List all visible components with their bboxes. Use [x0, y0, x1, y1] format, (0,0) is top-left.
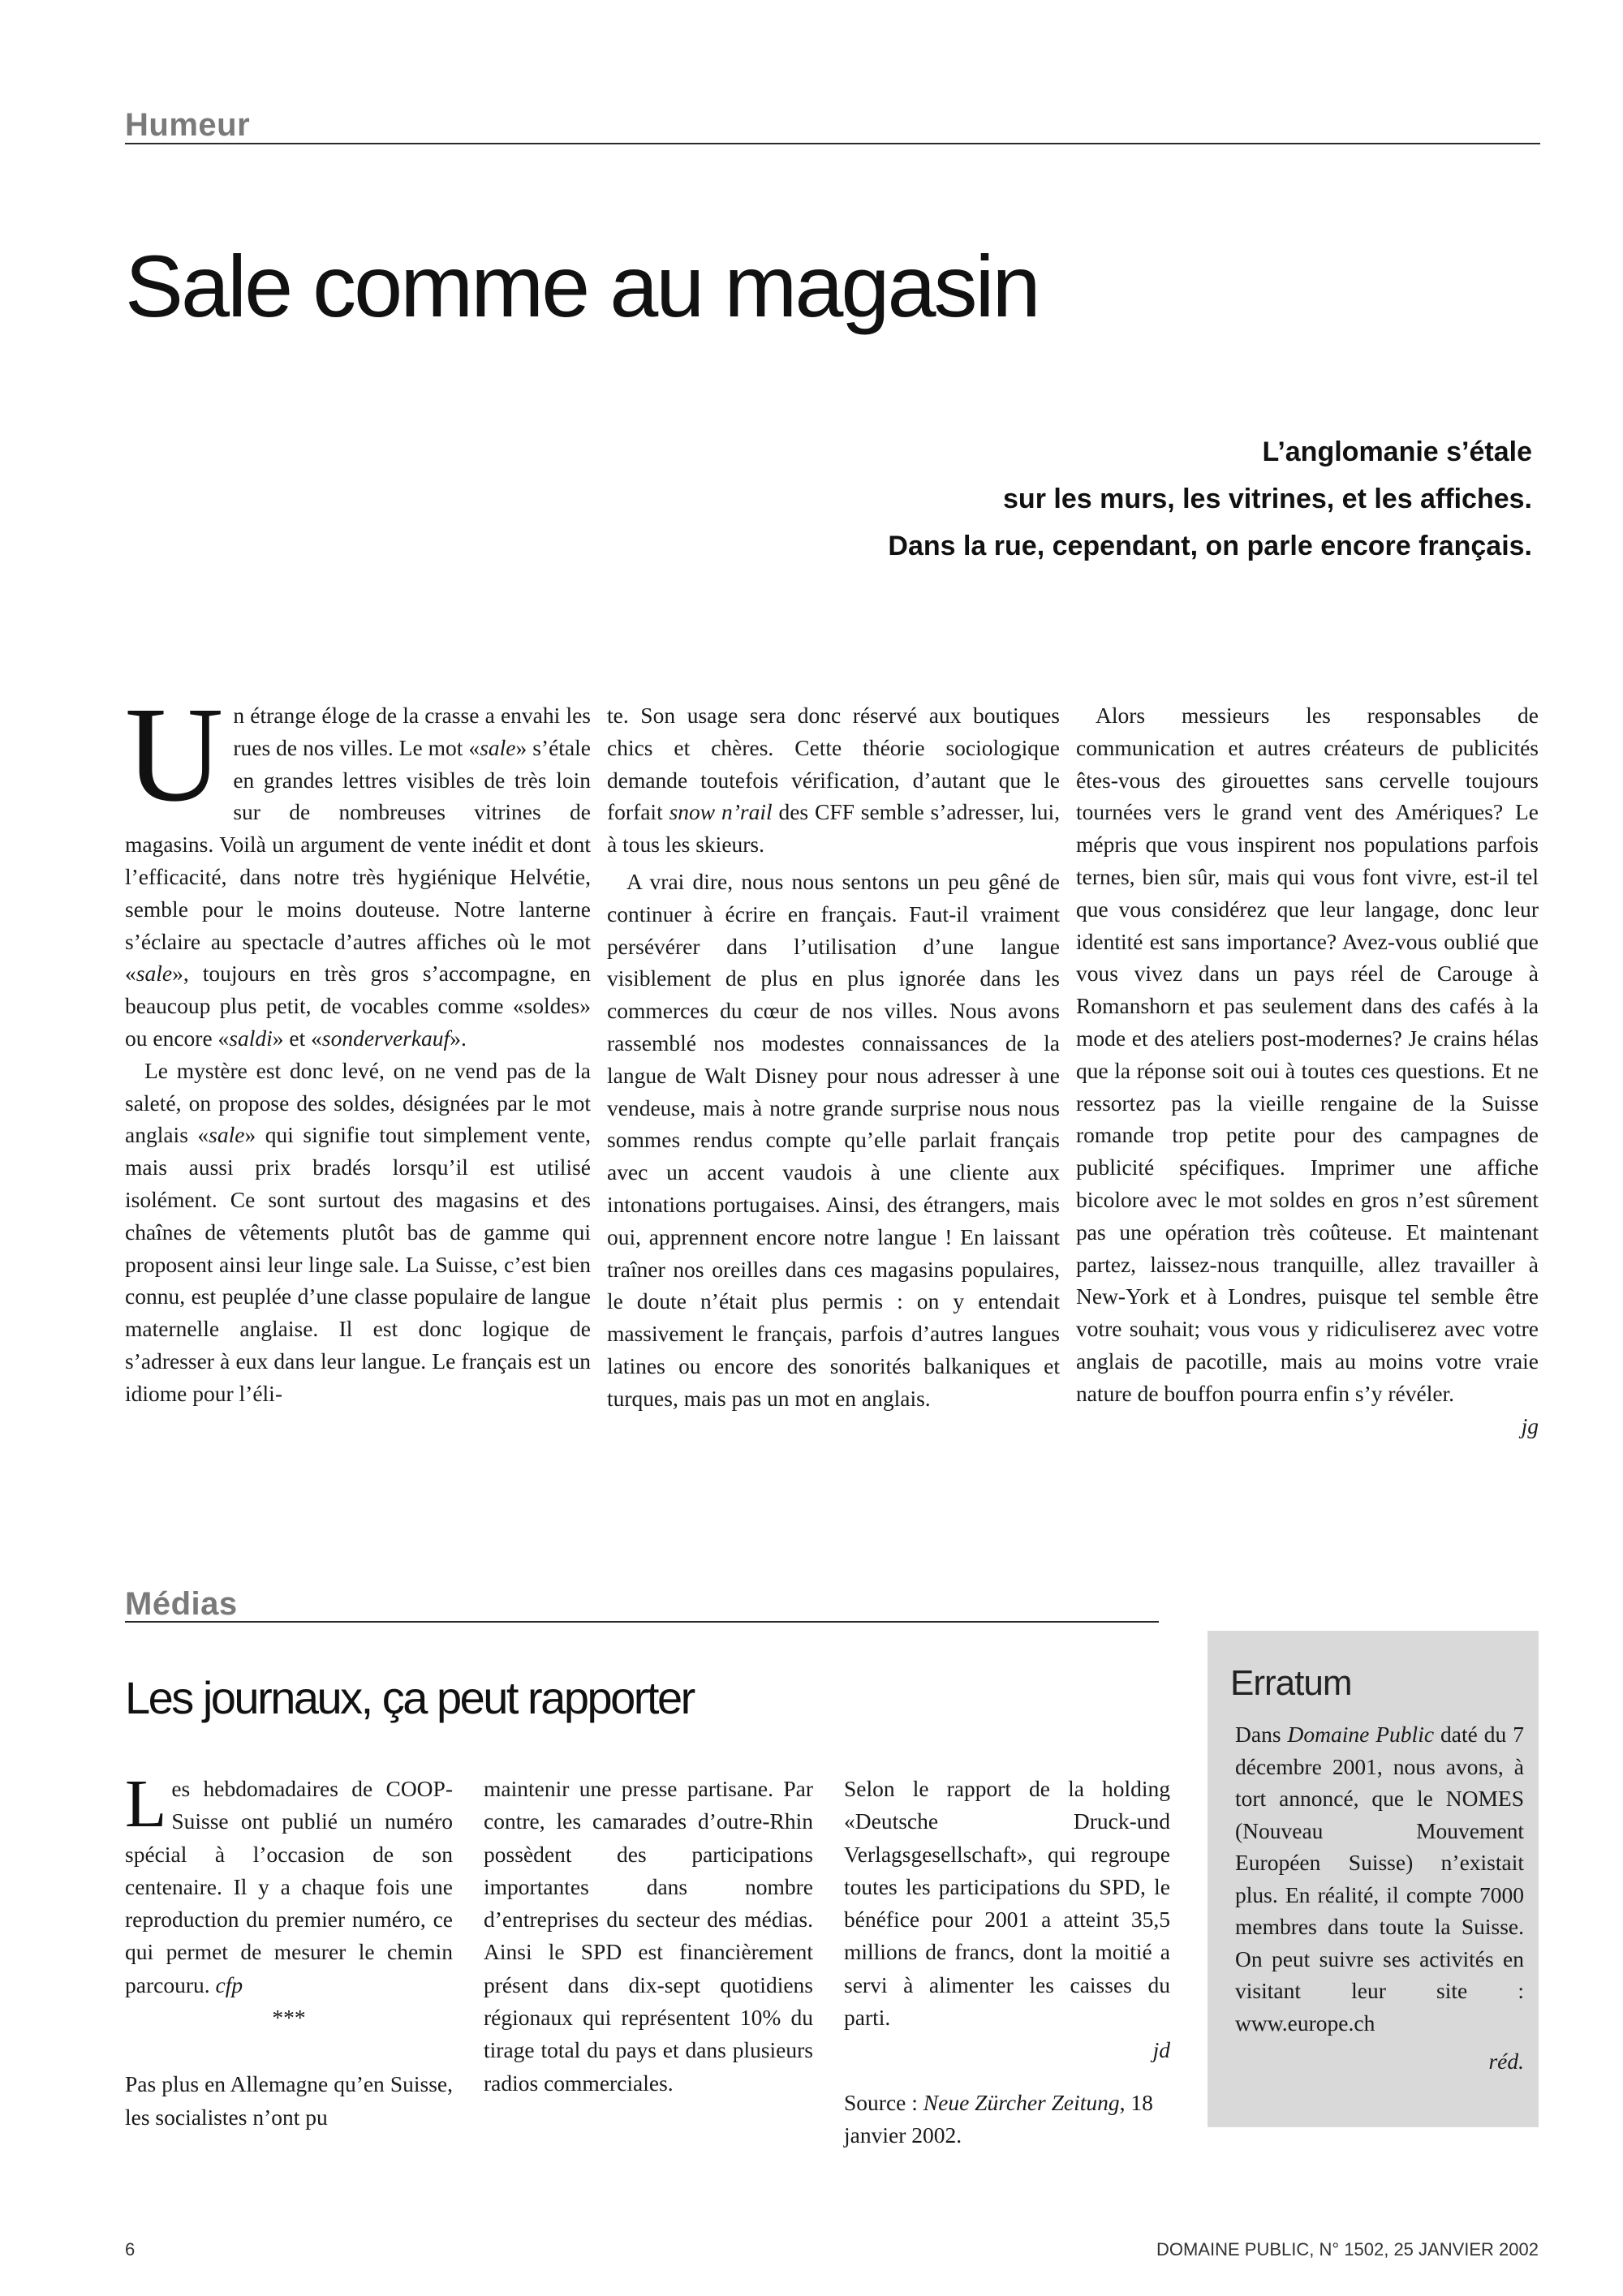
media-col2-paragraph-1: maintenir une presse partisane. Par contre, les camarades d’outre-Rhin possèdent des participations importantes dans nombre d’entreprises du secteur des médias. Ainsi le SPD est financièrement présent dans dix-sept quotidiens régionaux qui représentent 10% du tirage total du pays et dans plusieurs radios commerciales.	[484, 1776, 813, 2096]
deck-line-2: sur les murs, les vitrines, et les affiches.	[1003, 484, 1532, 514]
media-col1-paragraph-1: Les hebdomadaires de COOP-Suisse ont publié un numéro spécial à l’occasion de son centenaire. Il y a chaque fois une reproduction du premier numéro, ce qui permet de mesurer le chemin parcouru. cfp	[125, 1766, 453, 1997]
section-rubric-medias: Médias	[125, 1586, 238, 1622]
humeur-column-1	[125, 679, 591, 1410]
deck-line-1: L’anglomanie s’étale	[1262, 436, 1532, 467]
page-number: 6	[125, 2239, 136, 2259]
section-rule-medias	[125, 1621, 1159, 1623]
humeur-col1-paragraph-2: Le mystère est donc levé, on ne vend pas de la saleté, on propose des soldes, désignées par le mot anglais «sale» qui signifie tout simplement vente, mais aussi prix bradés lorsqu’il est utilisé isolément. Ce sont surtout des magasins et des chaînes de vêtements plutôt bas de gamme qui proposent ainsi leur linge sale. La Suisse, c’est bien connu, est peuplée d’une classe populaire de langue maternelle anglaise. Il est donc logique de s’adresser à eux dans leur langue. Le français est un idiome pour l’éli-	[125, 1057, 591, 1406]
media-signature-cfp: cfp	[215, 1971, 243, 1997]
drop-cap: L	[125, 1766, 167, 1842]
section-rule-humeur	[125, 143, 1540, 144]
article-deck	[888, 428, 1532, 570]
deck-line-3: Dans la rue, cependant, on parle encore français.	[888, 531, 1532, 561]
footer-issue-reference: DOMAINE PUBLIC, N° 1502, 25 JANVIER 2002	[1156, 2239, 1539, 2259]
media-col3-paragraph-1: Selon le rapport de la holding «Deutsche Druck-und Verlagsgesellschaft», qui regroupe toutes les participations du SPD, le bénéfice pour 2001 a atteint 35,5 millions de francs, dont la moitié a servi à alimenter les caisses du parti.	[844, 1776, 1170, 2031]
media-col1-paragraph-2: Pas plus en Allemagne qu’en Suisse, les socialistes n’ont pu	[125, 2071, 453, 2130]
article-title: Sale comme au magasin	[125, 237, 1039, 335]
media-column-3	[844, 1773, 1170, 2152]
humeur-col3-paragraph-1: Alors messieurs les responsables de communication et autres créateurs de publicités êtes-vous des girouettes sans cervelle toujours tournées vers le grand vent des Amériques? Le mépris que vous inspirent nos populations parfois ternes, bien sûr, mais qui vous font vivre, est-il tel que vous considérez que leur langage, donc leur identité est sans importance? Avez-vous oublié que vous vivez dans un pays réel de Carouge à Romanshorn et pas seulement dans des cafés à la mode et des ateliers post-modernes? Je crains hélas que la réponse soit oui à toutes ces questions. Et ne ressortez pas la vieille rengaine de la Suisse romande trop petite pour des campagnes de publicité spécifiques. Imprimer une affiche bicolore avec le mot soldes en gros n’est sûrement pas une opération très coûteuse. Et maintenant partez, laissez-nous tranquille, allez travailler à New-York et à Londres, puisque tel semble être votre souhait; vous vous y ridiculiserez avec votre anglais de pacotille, mais au moins votre vraie nature de bouffon pourra enfin s’y révéler.	[1076, 703, 1539, 1406]
erratum-paragraph: Dans Domaine Public daté du 7 décembre 2001, nous avons, à tort annoncé, que le NOMES (Nouveau Mouvement Européen Suisse) n’existait plus. En réalité, il compte 7000 membres dans toute la Suisse. On peut suivre ses activités en visitant leur site : www.europe.ch	[1235, 1722, 1524, 2036]
section-separator: ***	[272, 2005, 306, 2031]
humeur-column-2	[607, 699, 1060, 1415]
humeur-signature: jg	[1521, 1412, 1539, 1438]
humeur-col1-paragraph-1: Un étrange éloge de la crasse a envahi les rues de nos villes. Le mot «sale» s’étale en grandes lettres visibles de très loin sur de nombreuses vitrines de magasins. Voilà un argument de vente inédit et dont l’efficacité, dans notre très hygiénique Helvétie, semble pour le moins douteuse. Notre lanterne s’éclaire au spectacle d’autres affiches où le mot «sale», toujours en très gros s’accompagne, en beaucoup plus petit, de vocables comme «soldes» ou encore «saldi» et «sonderverkauf».	[125, 679, 591, 1051]
erratum-title: Erratum	[1230, 1663, 1352, 1703]
media-column-1	[125, 1766, 453, 2134]
section-rubric-humeur: Humeur	[125, 107, 251, 143]
erratum-signature: réd.	[1488, 2049, 1524, 2074]
media-signature-jd: jd	[1152, 2037, 1170, 2063]
media-column-2	[484, 1773, 813, 2100]
humeur-col2-paragraph-2: A vrai dire, nous nous sentons un peu gêné de continuer à écrire en français. Faut-il vraiment persévérer dans l’utilisation d’une langue visiblement de plus en plus ignorée dans les commerces du cœur de nos villes. Nous avons rassemblé nos modestes connaissances de la langue de Walt Disney pour nous adresser à une vendeuse, mais à notre grande surprise nous nous sommes rendus compte qu’elle parlait français avec un accent vaudois à une cliente aux intonations portugaises. Ainsi, des étrangers, mais oui, apprennent encore notre langue ! En laissant traîner nos oreilles dans ces magasins populaires, le doute n’était plus permis : on y entendait massivement le français, parfois d’autres langues latines ou encore des sonorités balkaniques et turques, mais pas un mot en anglais.	[607, 868, 1060, 1411]
media-article-title: Les journaux, ça peut rapporter	[125, 1672, 694, 1723]
humeur-col2-paragraph-1: te. Son usage sera donc réservé aux boutiques chics et chères. Cette théorie sociologique demande toutefois vérification, d’autant que le forfait snow n’rail des CFF semble s’adresser, lui, à tous les skieurs.	[607, 703, 1061, 858]
erratum-box	[1208, 1631, 1539, 2127]
humeur-column-3	[1076, 699, 1539, 1442]
media-source: Source : Neue Zürcher Zeitung, 18 janvier 2002.	[844, 2089, 1153, 2148]
erratum-text	[1235, 1718, 1524, 2078]
drop-cap: U	[125, 679, 224, 830]
